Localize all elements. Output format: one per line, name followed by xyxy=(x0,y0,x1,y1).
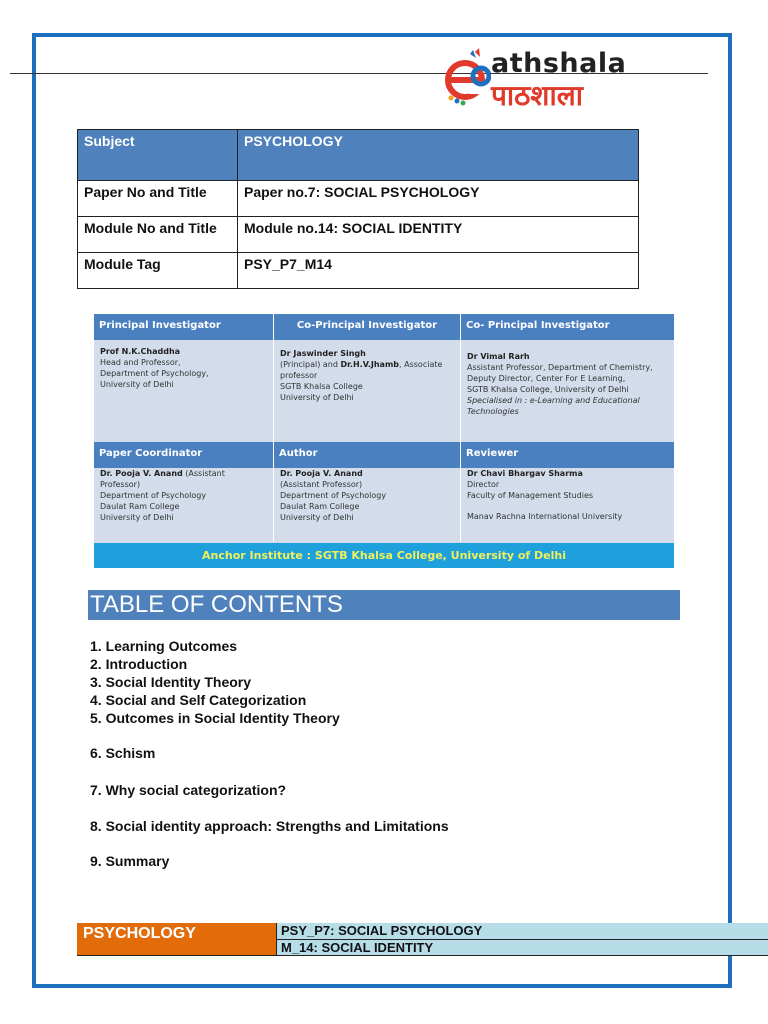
toc-item: 1. Learning Outcomes xyxy=(90,638,238,654)
pi-line: University of Delhi xyxy=(100,380,174,389)
module-value: Module no.14: SOCIAL IDENTITY xyxy=(238,217,639,253)
reviewer-info xyxy=(461,464,674,522)
toc-item: 9. Summary xyxy=(90,853,170,869)
copi1-line: University of Delhi xyxy=(280,393,354,402)
copi1-line-text: , Associate xyxy=(399,360,443,369)
paper-label: Paper No and Title xyxy=(78,181,238,217)
reviewer-name: Dr Chavi Bhargav Sharma xyxy=(467,469,583,478)
pi-line: Head and Professor, xyxy=(100,358,181,367)
co-principal-investigator-info xyxy=(274,344,460,403)
reviewer-university: Manav Rachna International University xyxy=(467,512,623,521)
toc-item: 3. Social Identity Theory xyxy=(90,674,252,690)
author-line: Daulat Ram College xyxy=(280,502,360,511)
footer-paper: PSY_P7: SOCIAL PSYCHOLOGY xyxy=(281,923,483,938)
principal-investigator-info xyxy=(94,342,273,390)
copi2-line: Assistant Professor, Department of Chemistry, xyxy=(467,363,653,372)
toc-title: TABLE OF CONTENTS xyxy=(88,590,680,620)
coordinator-line: University of Delhi xyxy=(100,513,174,522)
author-info xyxy=(274,464,460,523)
copi2-line: Deputy Director, Center For E Learning, xyxy=(467,374,626,383)
team-panel xyxy=(94,314,674,568)
table-row xyxy=(78,130,639,181)
co-principal-investigator-2-header: Co- Principal Investigator xyxy=(461,314,674,340)
subject-value: PSYCHOLOGY xyxy=(238,130,639,181)
author-line: (Assistant Professor) xyxy=(280,480,363,489)
pi-line: Department of Psychology, xyxy=(100,369,209,378)
reviewer-line: Faculty of Management Studies xyxy=(467,491,594,500)
copi2-specialisation: Specialised in : e-Learning and Educational Technologies xyxy=(467,396,640,416)
pi-name: Prof N.K.Chaddha xyxy=(100,347,181,356)
logo-text-english: athshala xyxy=(491,48,627,79)
copi1-line: professor xyxy=(280,371,318,380)
table-row xyxy=(78,253,639,289)
e-logo-icon xyxy=(443,46,491,106)
author-line: Department of Psychology xyxy=(280,491,387,500)
paper-value: Paper no.7: SOCIAL PSYCHOLOGY xyxy=(238,181,639,217)
toc-item: 2. Introduction xyxy=(90,656,188,672)
copi1-line-text: (Principal) and xyxy=(280,360,341,369)
copi2-name: Dr Vimal Rarh xyxy=(467,352,530,361)
coordinator-name: Dr. Pooja V. Anand xyxy=(100,469,183,478)
subject-label: Subject xyxy=(78,130,238,181)
reviewer-header: Reviewer xyxy=(461,442,674,468)
anchor-institute-banner: Anchor Institute : SGTB Khalsa College, University of Delhi xyxy=(94,543,674,568)
footer-details xyxy=(276,923,768,956)
toc-item: 7. Why social categorization? xyxy=(90,782,287,798)
copi1-name: Dr Jaswinder Singh xyxy=(280,349,366,358)
module-tag-value: PSY_P7_M14 xyxy=(238,253,639,289)
paper-coordinator-info xyxy=(94,464,273,523)
footer-module: M_14: SOCIAL IDENTITY xyxy=(281,940,434,955)
table-row xyxy=(78,181,639,217)
author-header: Author xyxy=(274,442,460,468)
copi1-line xyxy=(280,359,456,370)
paper-coordinator-header: Paper Coordinator xyxy=(94,442,273,468)
author-name: Dr. Pooja V. Anand xyxy=(280,469,363,478)
co-principal-investigator-2-info xyxy=(461,347,674,417)
copi1-second-name: Dr.H.V.Jhamb xyxy=(340,360,400,369)
coordinator-line xyxy=(100,468,269,479)
footer-subject: PSYCHOLOGY xyxy=(77,923,276,956)
copi1-line: SGTB Khalsa College xyxy=(280,382,363,391)
epathshala-logo xyxy=(443,40,693,114)
module-tag-label: Module Tag xyxy=(78,253,238,289)
footer-bar xyxy=(77,923,768,956)
reviewer-line: Director xyxy=(467,480,500,489)
principal-investigator-header: Principal Investigator xyxy=(94,314,273,340)
toc-item: 5. Outcomes in Social Identity Theory xyxy=(90,710,340,726)
coordinator-line: Daulat Ram College xyxy=(100,502,180,511)
module-info-table xyxy=(77,129,639,289)
coordinator-line: Professor) xyxy=(100,480,141,489)
coordinator-line: Department of Psychology xyxy=(100,491,207,500)
copi2-line: SGTB Khalsa College, University of Delhi xyxy=(467,385,629,394)
module-label: Module No and Title xyxy=(78,217,238,253)
coordinator-title: (Assistant xyxy=(182,469,225,478)
co-principal-investigator-header: Co-Principal Investigator xyxy=(274,314,460,340)
logo-text-hindi: पाठशाला xyxy=(491,79,583,112)
table-row xyxy=(78,217,639,253)
toc-item: 6. Schism xyxy=(90,745,156,761)
toc-item: 8. Social identity approach: Strengths and Limitations xyxy=(90,818,449,834)
author-line: University of Delhi xyxy=(280,513,354,522)
toc-item: 4. Social and Self Categorization xyxy=(90,692,307,708)
